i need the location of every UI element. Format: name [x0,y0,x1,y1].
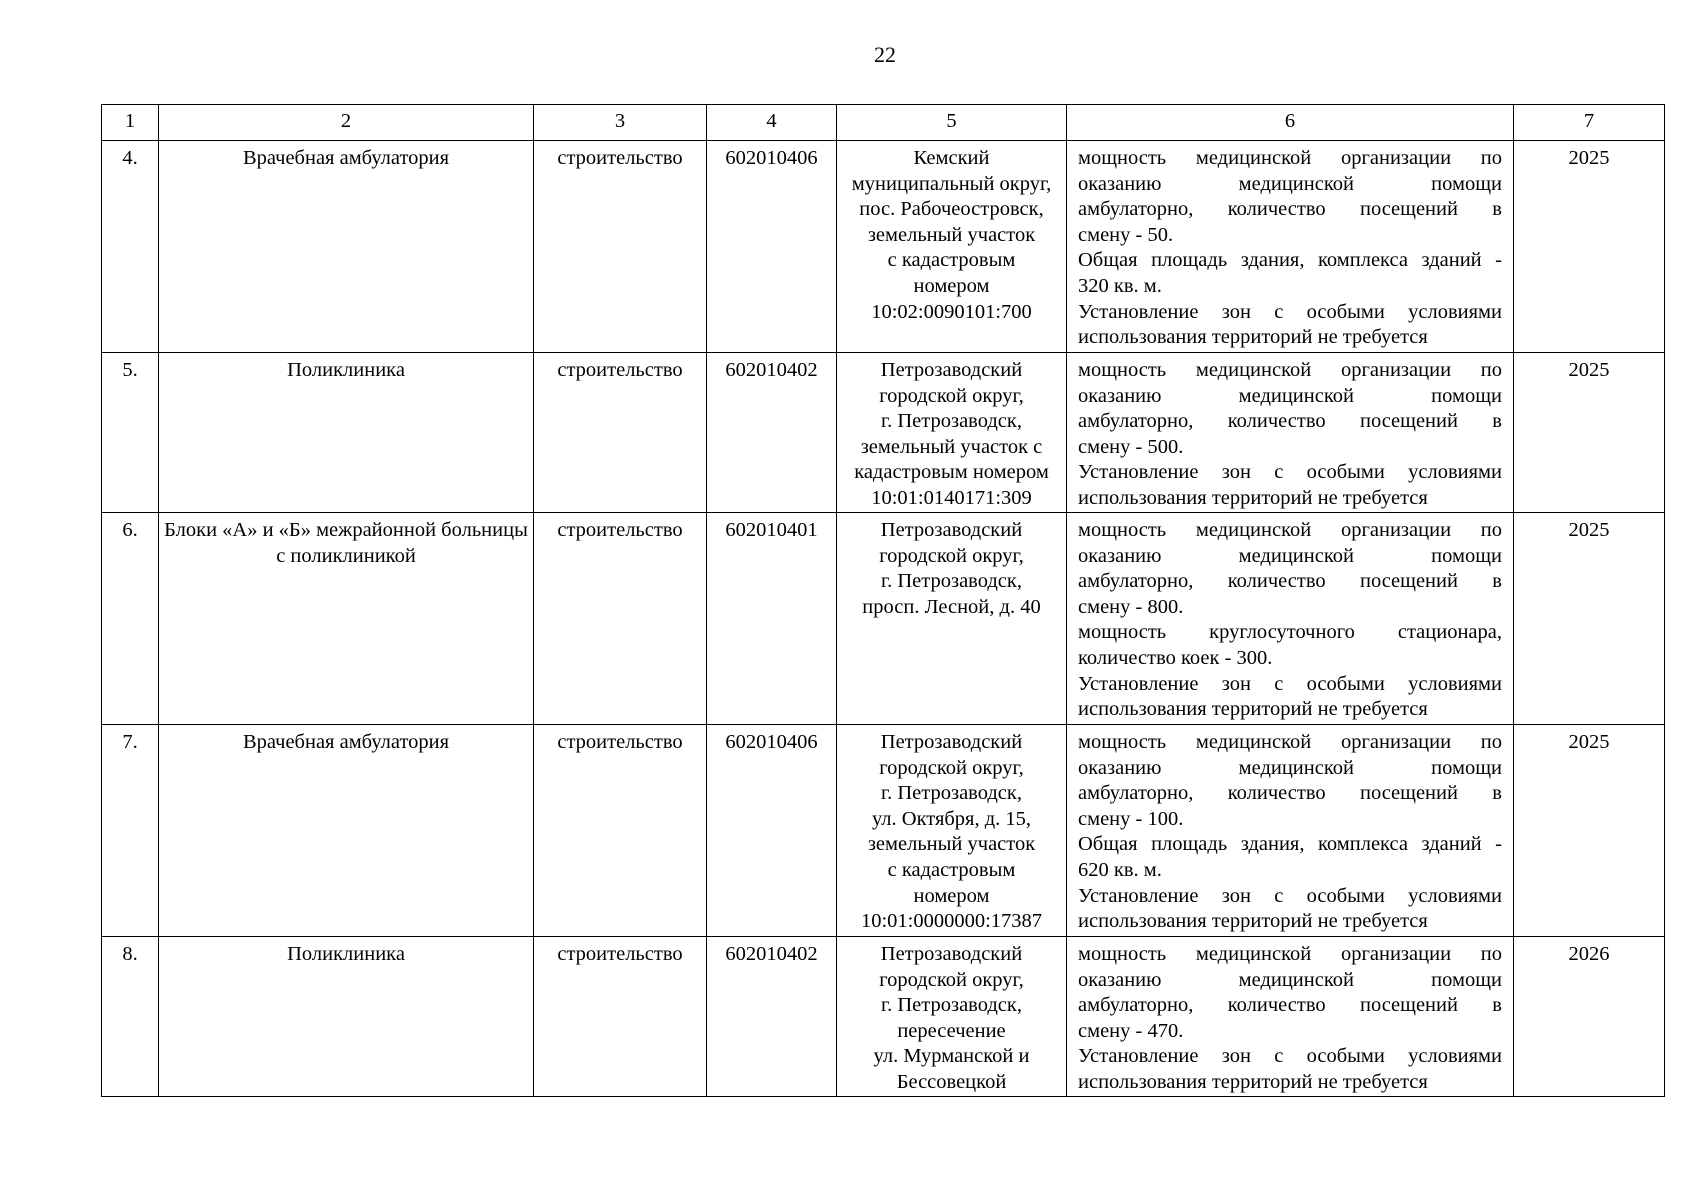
work-type-cell: строительство [534,513,707,725]
location-line: городской округ, [879,544,1024,567]
characteristics-cell [1067,513,1514,725]
work-type-cell: строительство [534,725,707,937]
work-type-cell: строительство [534,141,707,353]
characteristics-line: оказанию медицинской помощи [1078,544,1502,567]
page-number: 22 [874,42,896,67]
object-code-cell: 602010401 [707,513,837,725]
characteristics-line: мощность медицинской организации по [1078,359,1502,381]
characteristics-line: мощность медицинской организации по [1078,731,1502,753]
characteristics-line: смену - 500. [1078,435,1184,458]
characteristics-cell [1067,353,1514,513]
characteristics-line: Установление зон с особыми условиями [1078,884,1502,907]
year-cell: 2025 [1514,141,1665,353]
table-row [102,513,1665,725]
characteristics-cell [1067,141,1514,353]
header-cell: 6 [1067,105,1514,141]
location-line: с кадастровым [887,249,1016,272]
location-cell [837,937,1067,1097]
header-cell: 2 [159,105,534,141]
characteristics-line: смену - 100. [1078,807,1184,830]
object-name-cell: Врачебная амбулатория [159,141,534,353]
object-name-cell: Врачебная амбулатория [159,725,534,937]
characteristics-line: мощность медицинской организации по [1078,943,1502,965]
location-line: муниципальный округ, [851,172,1052,195]
location-line: ул. Октября, д. 15, [871,807,1032,830]
location-line: Петрозаводский [880,359,1023,381]
location-line: Петрозаводский [880,519,1023,541]
row-number-cell: 6. [102,513,159,725]
characteristics-line: 320 кв. м. [1078,274,1162,297]
work-type-cell: строительство [534,937,707,1097]
row-number-cell: 5. [102,353,159,513]
location-line: 10:01:0000000:17387 [860,910,1043,933]
characteristics-line: использования территорий не требуется [1078,1070,1428,1093]
characteristics-line: смену - 50. [1078,223,1174,246]
characteristics-line: использования территорий не требуется [1078,326,1428,349]
characteristics-line: мощность круглосуточного стационара, [1078,621,1502,644]
location-line: земельный участок [867,833,1036,856]
row-number-cell: 8. [102,937,159,1097]
table-row [102,937,1665,1097]
characteristics-line: оказанию медицинской помощи [1078,968,1502,991]
header-cell: 3 [534,105,707,141]
location-line: кадастровым номером [854,461,1049,484]
characteristics-line: оказанию медицинской помощи [1078,172,1502,195]
characteristics-line: амбулаторно, количество посещений в [1078,410,1502,433]
location-cell [837,725,1067,937]
table-row [102,725,1665,937]
object-name-cell: Блоки «А» и «Б» межрайонной больницы с поликлиникой [159,513,534,725]
characteristics-line: Установление зон с особыми условиями [1078,461,1502,484]
location-line: г. Петрозаводск, [881,782,1022,805]
characteristics-line: 620 кв. м. [1078,858,1162,881]
characteristics-line: использования территорий не требуется [1078,486,1428,509]
characteristics-line: смену - 800. [1078,595,1184,618]
characteristics-line: оказанию медицинской помощи [1078,384,1502,407]
location-line: 10:01:0140171:309 [871,486,1032,509]
characteristics-line: Установление зон с особыми условиями [1078,672,1502,695]
header-cell: 4 [707,105,837,141]
object-code-cell: 602010402 [707,937,837,1097]
location-line: Петрозаводский [880,943,1023,965]
location-line: г. Петрозаводск, [881,410,1022,433]
header-cell: 5 [837,105,1067,141]
object-code-cell: 602010406 [707,141,837,353]
location-line: 10:02:0090101:700 [871,300,1032,323]
characteristics-line: амбулаторно, количество посещений в [1078,994,1502,1017]
characteristics-cell [1067,725,1514,937]
characteristics-line: оказанию медицинской помощи [1078,756,1502,779]
location-line: номером [913,274,990,297]
characteristics-line: смену - 470. [1078,1019,1184,1042]
characteristics-line: мощность медицинской организации по [1078,519,1502,541]
year-cell: 2025 [1514,513,1665,725]
location-cell [837,513,1067,725]
location-line: с кадастровым [887,858,1016,881]
location-line: пересечение [897,1019,1006,1042]
characteristics-line: мощность медицинской организации по [1078,147,1502,169]
characteristics-cell [1067,937,1514,1097]
location-cell [837,141,1067,353]
location-line: г. Петрозаводск, [881,994,1022,1017]
location-line: Бессовецкой [896,1070,1007,1093]
characteristics-line: амбулаторно, количество посещений в [1078,570,1502,593]
location-line: просп. Лесной, д. 40 [862,595,1041,618]
object-name-cell: Поликлиника [159,937,534,1097]
characteristics-line: количество коек - 300. [1078,646,1273,669]
location-line: пос. Рабочеостровск, [859,198,1044,221]
table-header-row [102,105,1665,141]
object-code-cell: 602010406 [707,725,837,937]
table-row [102,141,1665,353]
location-line: г. Петрозаводск, [881,570,1022,593]
header-cell: 7 [1514,105,1665,141]
location-line: номером [913,884,990,907]
location-line: земельный участок [867,223,1036,246]
year-cell: 2025 [1514,353,1665,513]
location-line: земельный участок с [860,435,1043,458]
row-number-cell: 4. [102,141,159,353]
characteristics-line: Общая площадь здания, комплекса зданий - [1078,833,1502,856]
work-type-cell: строительство [534,353,707,513]
year-cell: 2026 [1514,937,1665,1097]
characteristics-line: Установление зон с особыми условиями [1078,300,1502,323]
location-line: городской округ, [879,756,1024,779]
object-code-cell: 602010402 [707,353,837,513]
location-line: ул. Мурманской и [873,1045,1030,1068]
facilities-table [101,104,1665,1097]
table-body [102,105,1665,1097]
header-cell: 1 [102,105,159,141]
row-number-cell: 7. [102,725,159,937]
year-cell: 2025 [1514,725,1665,937]
object-name-cell: Поликлиника [159,353,534,513]
characteristics-line: Установление зон с особыми условиями [1078,1045,1502,1068]
location-line: городской округ, [879,968,1024,991]
location-line: Кемский [913,147,990,169]
characteristics-line: амбулаторно, количество посещений в [1078,782,1502,805]
characteristics-line: использования территорий не требуется [1078,910,1428,933]
characteristics-line: использования территорий не требуется [1078,698,1428,721]
location-cell [837,353,1067,513]
characteristics-line: амбулаторно, количество посещений в [1078,198,1502,221]
location-line: городской округ, [879,384,1024,407]
location-line: Петрозаводский [880,731,1023,753]
characteristics-line: Общая площадь здания, комплекса зданий - [1078,249,1502,272]
table-row [102,353,1665,513]
